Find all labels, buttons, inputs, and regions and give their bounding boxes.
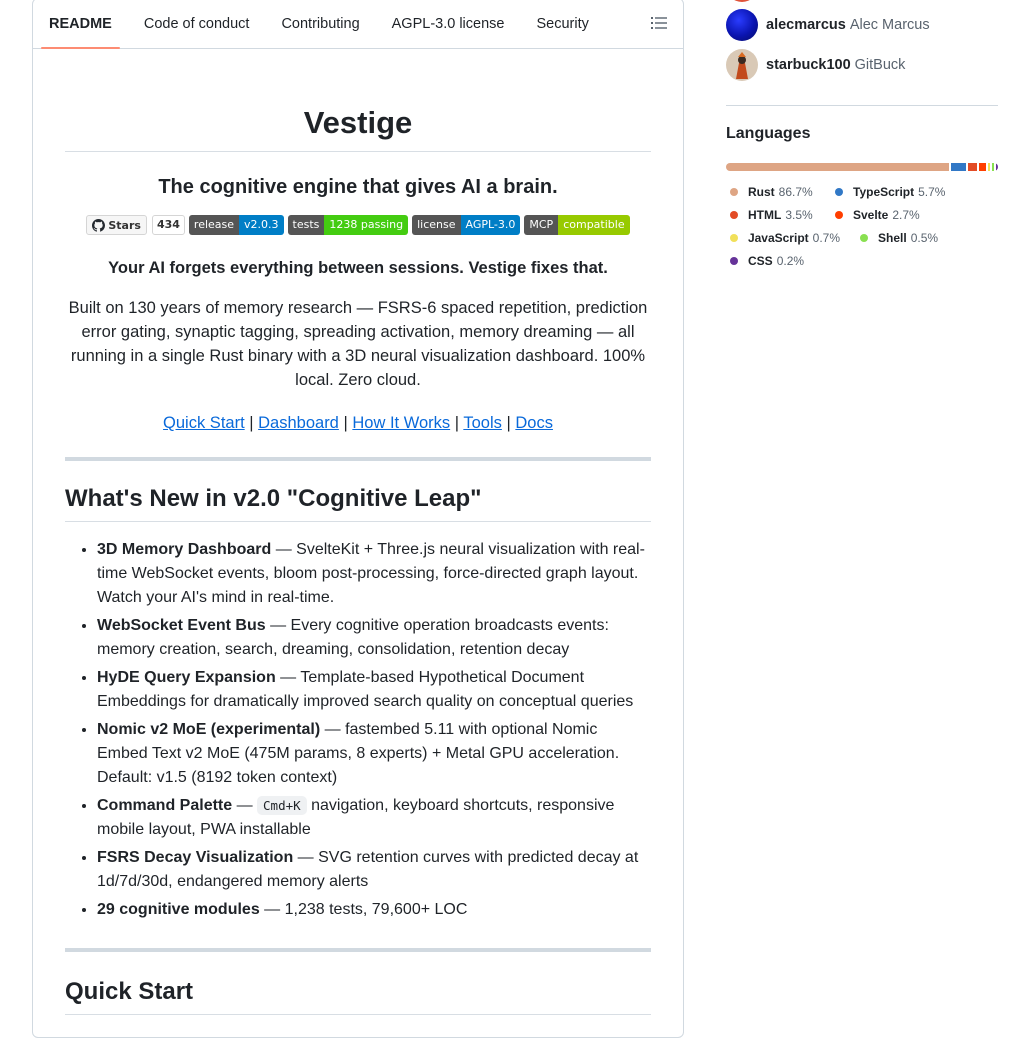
language-dot: [730, 257, 738, 265]
tab-code-of-conduct[interactable]: [136, 0, 258, 48]
language-item-html[interactable]: [726, 203, 815, 226]
badge-label: tests: [288, 215, 325, 235]
language-name: Shell: [878, 230, 907, 245]
language-list: [726, 180, 1016, 272]
outline-list-icon[interactable]: [651, 16, 667, 30]
language-item-rust[interactable]: [726, 180, 815, 203]
language-bar-segment-html: [968, 163, 977, 171]
feature-title: Nomic v2 MoE (experimental): [97, 721, 321, 738]
list-item: [97, 614, 651, 662]
link-separator: |: [506, 414, 511, 432]
github-stars-badge[interactable]: [86, 215, 185, 235]
language-name: CSS: [748, 253, 773, 268]
shortcut-code: Cmd+K: [257, 796, 307, 815]
contributor-login[interactable]: starbuck100: [766, 57, 851, 73]
feature-text: — fastembed 5.11 with optional Nomic Embed Text v2 MoE (475M params, 8 experts) + Metal GPU acceleration. Default: v1.5 (8192 token context): [97, 721, 620, 786]
github-icon: [92, 219, 105, 232]
language-dot: [860, 234, 868, 242]
contributor-login[interactable]: alecmarcus: [766, 17, 846, 33]
tab-label: Contributing: [281, 15, 360, 32]
language-name: JavaScript: [747, 230, 809, 245]
link-how-it-works[interactable]: How It Works: [352, 414, 451, 432]
readme-nav-links: [65, 414, 651, 433]
link-separator: |: [343, 414, 348, 432]
language-percent: 5.7%: [918, 184, 946, 199]
avatar-figure-icon: [726, 49, 758, 81]
badge-value: 1238 passing: [324, 215, 408, 235]
language-bar: [726, 163, 998, 171]
license-badge[interactable]: [412, 215, 520, 235]
language-percent: 0.7%: [812, 230, 840, 245]
language-bar-segment-javascript: [988, 163, 990, 171]
section-divider: [65, 457, 651, 461]
feature-list: [65, 538, 651, 922]
tab-readme[interactable]: [41, 0, 120, 48]
whats-new-heading: What's New in v2.0 "Cognitive Leap": [65, 485, 651, 522]
tab-label: Code of conduct: [143, 15, 250, 32]
stars-count: 434: [152, 215, 185, 235]
list-item: [97, 846, 651, 894]
feature-text: — 1,238 tests, 79,600+ LOC: [259, 901, 468, 918]
link-separator: |: [249, 414, 254, 432]
language-bar-segment-rust: [726, 163, 949, 171]
language-item-svelte[interactable]: [831, 203, 920, 226]
language-name: HTML: [748, 207, 782, 222]
tab-security[interactable]: [528, 0, 596, 48]
badge-label: MCP: [524, 215, 558, 235]
tab-license[interactable]: [384, 0, 513, 48]
language-percent: 3.5%: [785, 207, 813, 222]
list-item: [97, 898, 651, 922]
feature-text: — Every cognitive operation broadcasts events: memory creation, search, dreaming, consolidation, retention decay: [97, 617, 609, 658]
language-bar-segment-typescript: [951, 163, 966, 171]
feature-text: — Template-based Hypothetical Document Embeddings for dramatically improved search quality on conceptual queries: [97, 669, 634, 710]
partial-avatar: [726, 0, 758, 2]
feature-title: HyDE Query Expansion: [97, 669, 276, 686]
tab-label: AGPL-3.0 license: [391, 15, 505, 32]
release-badge[interactable]: [189, 215, 284, 235]
link-dashboard[interactable]: Dashboard: [258, 414, 339, 432]
language-item-typescript[interactable]: [831, 180, 945, 203]
tagline: The cognitive engine that gives AI a brain.: [158, 176, 558, 198]
feature-title: Command Palette: [97, 797, 233, 814]
contributor-row: [726, 9, 930, 41]
badge-value: compatible: [558, 215, 629, 235]
language-percent: 2.7%: [892, 207, 920, 222]
mcp-badge[interactable]: [524, 215, 629, 235]
language-bar-segment-css: [996, 163, 998, 171]
language-item-css[interactable]: [726, 249, 804, 272]
feature-text: — SVG retention curves with predicted decay at 1d/7d/30d, endangered memory alerts: [97, 849, 639, 890]
language-percent: 0.5%: [910, 230, 939, 245]
contributor-name: GitBuck: [854, 57, 906, 73]
link-docs[interactable]: Docs: [515, 414, 553, 432]
language-percent: 86.7%: [778, 184, 813, 199]
tab-label: README: [49, 15, 112, 32]
list-item: [97, 538, 651, 610]
list-item: [97, 794, 651, 842]
language-dot: [730, 188, 738, 196]
language-name: Svelte: [853, 207, 889, 222]
badge-row: [65, 215, 651, 235]
feature-title: FSRS Decay Visualization: [97, 849, 294, 866]
language-percent: 0.2%: [776, 253, 805, 268]
avatar[interactable]: [726, 49, 758, 81]
language-name: TypeScript: [853, 184, 915, 199]
section-divider: [65, 948, 651, 952]
link-quick-start[interactable]: Quick Start: [163, 414, 245, 432]
tab-contributing[interactable]: [273, 0, 367, 48]
language-item-shell[interactable]: [856, 226, 938, 249]
language-dot: [730, 211, 738, 219]
languages-heading: Languages: [726, 125, 811, 142]
feature-title: 3D Memory Dashboard: [97, 541, 272, 558]
sidebar-divider: [726, 105, 998, 106]
feature-title: 29 cognitive modules: [97, 901, 260, 918]
avatar[interactable]: [726, 9, 758, 41]
badge-label: license: [412, 215, 460, 235]
readme-title: Vestige: [65, 105, 651, 152]
language-bar-segment-svelte: [979, 163, 986, 171]
tab-label: Security: [536, 15, 589, 32]
list-item: [97, 666, 651, 714]
language-bar-segment-shell: [992, 163, 994, 171]
description-text: Built on 130 years of memory research — FSRS-6 spaced repetition, prediction error gating, synaptic tagging, spreading activation, memory dreaming — all running in a single Rust binary with a 3D neural visualization dashboard. 100% local. Zero cloud.: [68, 299, 648, 389]
tests-badge[interactable]: [288, 215, 409, 235]
list-item: [97, 718, 651, 790]
feature-title: WebSocket Event Bus: [97, 617, 266, 634]
badge-value: AGPL-3.0: [461, 215, 521, 235]
link-tools[interactable]: Tools: [463, 414, 502, 432]
language-dot: [835, 211, 843, 219]
stars-label-box: [86, 215, 147, 235]
language-dot: [835, 188, 843, 196]
link-separator: |: [454, 414, 460, 432]
badge-value: v2.0.3: [239, 215, 284, 235]
quick-start-heading: Quick Start: [65, 978, 651, 1015]
badge-label: release: [189, 215, 239, 235]
readme-tabs: [33, 0, 683, 49]
contributor-name: Alec Marcus: [849, 17, 930, 33]
contributor-row: [726, 49, 905, 81]
feature-text: navigation, keyboard shortcuts, responsive mobile layout, PWA installable: [97, 797, 615, 838]
stars-label: Stars: [108, 218, 141, 232]
language-name: Rust: [748, 184, 775, 199]
pitch-text: Your AI forgets everything between sessions. Vestige fixes that.: [108, 259, 608, 277]
feature-text: — SvelteKit + Three.js neural visualization with real-time WebSocket events, bloom post-processing, force-directed graph layout. Watch your AI's mind in real-time.: [97, 541, 645, 606]
language-item-javascript[interactable]: [726, 226, 840, 249]
feature-dash: —: [232, 797, 258, 814]
language-dot: [730, 234, 738, 242]
readme-body: [33, 105, 683, 1015]
readme-panel: [32, 0, 684, 1038]
